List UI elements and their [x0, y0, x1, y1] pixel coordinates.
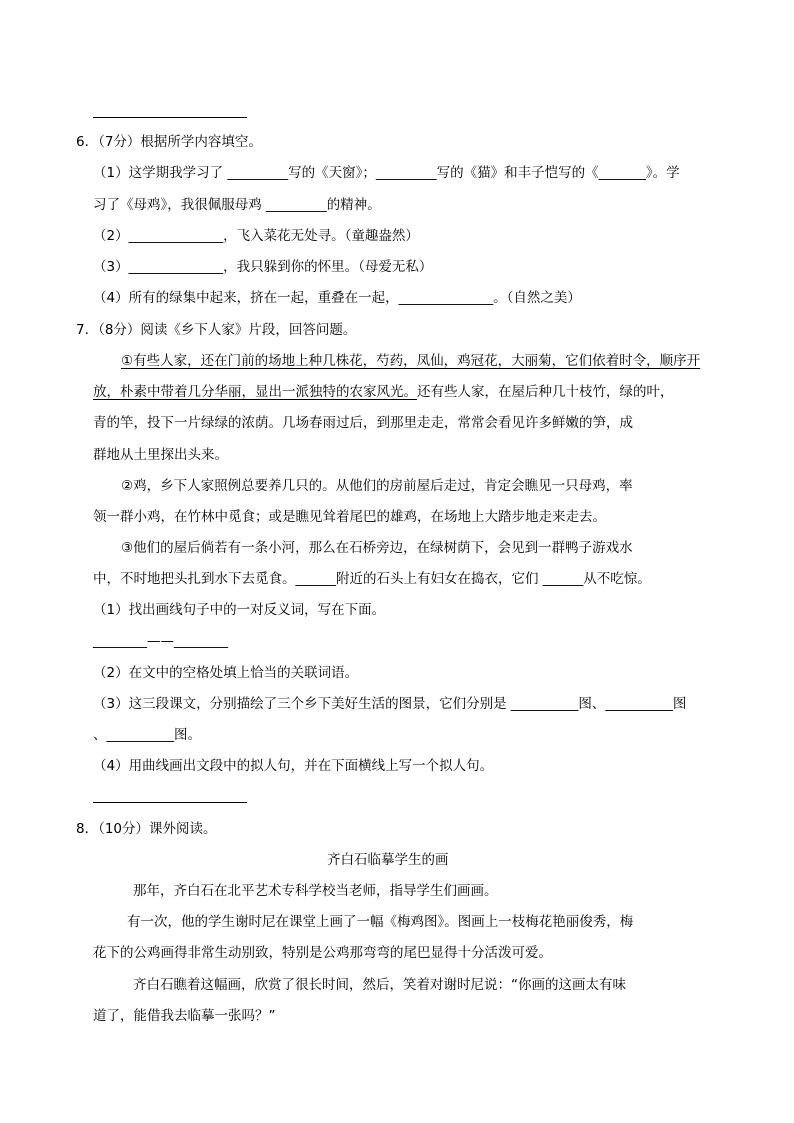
q7-sub1: （1）找出画线句子中的一对反义词，写在下面。 — [93, 602, 386, 618]
underlined-sentence: 放，朴素中带着几分华丽，显出一派独特的农家风光。 — [93, 384, 417, 400]
article-p2-line1: 有一次，他的学生谢时尼在课堂上画了一幅《梅鸡图》。图画上一枝梅花艳丽俊秀，梅 — [127, 914, 634, 930]
q7-sub1-answer-blank: ________——________ — [93, 633, 228, 649]
passage-p1-line2-rest: 还有些人家，在屋后种几十枝竹，绿的叶， — [417, 384, 674, 400]
passage-p3-line2: 中，不时地把头扎到水下去觅食。______附近的石头上有妇女在捣衣，它们 ______从不吃惊。 — [93, 571, 651, 587]
q6-item2: （2）______________，飞入菜花无处寻。（童趣盎然） — [93, 228, 419, 244]
article-p2-line2: 花下的公鸡画得非常生动别致，特别是公鸡那弯弯的尾巴显得十分活泼可爱。 — [93, 945, 552, 961]
passage-p2-line1: ②鸡，乡下人家照例总要养几只的。从他们的房前屋后走过，肯定会瞧见一只母鸡，率 — [121, 478, 633, 494]
q7-sub3-line2: 、__________图。 — [93, 727, 201, 743]
q6-item1-line1: （1）这学期我学习了 _________写的《天窗》；_________写的《猫》和丰子恺写的《_______》。学 — [93, 165, 680, 181]
passage-p1-line3: 青的竿，投下一片绿绿的浓荫。几场春雨过后，到那里走走，常常会看见许多鲜嫩的笋，成 — [93, 415, 633, 431]
answer-line-top — [93, 117, 247, 118]
passage-p3-line1: ③他们的屋后倘若有一条小河，那么在石桥旁边，在绿树荫下，会见到一群鸭子游戏水 — [121, 540, 633, 556]
passage-p1-line2 — [93, 384, 674, 400]
q7-sub4-answer-line — [93, 802, 247, 803]
passage-p1-line1: ①有些人家，还在门前的场地上种几株花，芍药，凤仙，鸡冠花，大丽菊，它们依着时令，顺序开 — [121, 353, 701, 369]
q6-title: 6．（7分）根据所学内容填空。 — [76, 134, 262, 150]
q8-title: 8．（10分）课外阅读。 — [76, 821, 217, 837]
q6-item3: （3）______________，我只躲到你的怀里。（母爱无私） — [93, 259, 433, 275]
passage-p2-line2: 领一群小鸡，在竹林中觅食；或是瞧见耸着尾巴的雄鸡，在场地上大踏步地走来走去。 — [93, 509, 606, 525]
q7-title: 7．（8分）阅读《乡下人家》片段，回答问题。 — [76, 322, 357, 338]
article-p1: 那年，齐白石在北平艺术专科学校当老师，指导学生们画画。 — [133, 883, 498, 899]
q7-sub3-line1: （3）这三段课文，分别描绘了三个乡下美好生活的图景，它们分别是 __________图、__________图 — [93, 696, 687, 712]
q6-item4: （4）所有的绿集中起来，挤在一起，重叠在一起，______________。（自然之美） — [93, 290, 581, 306]
article-title: 齐白石临摹学生的画 — [327, 852, 449, 868]
q6-item1-line2: 习了《母鸡》，我很佩服母鸡 _________的精神。 — [93, 197, 381, 213]
q7-sub2: （2）在文中的空格处填上恰当的关联词语。 — [93, 665, 359, 681]
q7-sub4: （4）用曲线画出文段中的拟人句，并在下面横线上写一个拟人句。 — [93, 758, 494, 774]
article-p3-line2: 道了，能借我去临摹一张吗？” — [93, 1008, 276, 1024]
passage-p1-line4: 群地从土里探出头来。 — [93, 447, 228, 463]
article-p3-line1: 齐白石瞧着这幅画，欣赏了很长时间，然后，笑着对谢时尼说：“你画的这画太有味 — [133, 977, 626, 993]
